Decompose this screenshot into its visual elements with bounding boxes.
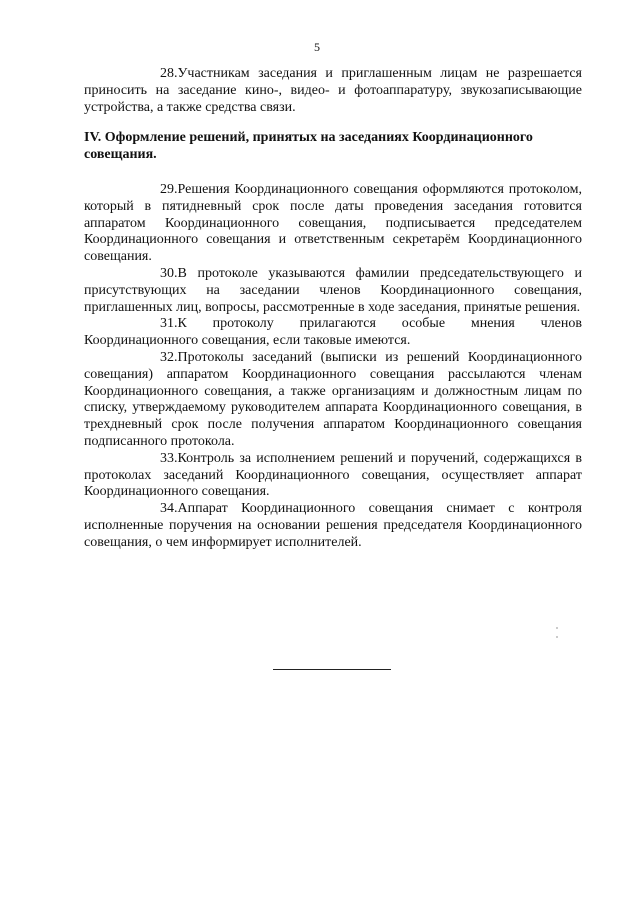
paragraph-28 — [84, 66, 582, 116]
paragraph-number: 33. — [160, 450, 178, 466]
paragraph-number: 31. — [160, 316, 178, 332]
paragraph-text: Участникам заседания и приглашенным лицам не разрешается приносить на заседание кино-, видео- и фотоаппаратуру, звукозаписывающие устройства, а также средства связи. — [84, 66, 582, 115]
scan-speck — [556, 627, 558, 629]
paragraph-number: 30. — [160, 265, 178, 281]
paragraph-text: Решения Координационного совещания оформляются протоколом, который в пятидневный срок после даты проведения заседания готовится аппаратом Координационного совещания, подписывается председателем Координационного совещания и ответственным секретарём Координационного совещания. — [84, 181, 582, 265]
page-number: 5 — [314, 40, 320, 54]
paragraph-number: 28. — [160, 66, 178, 81]
paragraph-32 — [84, 350, 582, 451]
paragraph-text: Протоколы заседаний (выписки из решений Координационного совещания) аппаратом Координационного совещания рассылаются членам Координационного совещания, а также организациям и должностным лицам по списку, утверждаемому руководителем аппарата Координационного совещания, в трехдневный срок после получения аппаратом Координационного совещания подписанного протокола. — [84, 349, 582, 449]
section-heading: IV. Оформление решений, принятых на заседаниях Координационного совещания. — [84, 130, 533, 163]
paragraph-text: К протоколу прилагаются особые мнения членов Координационного совещания, если таковые имеются. — [84, 316, 582, 349]
paragraph-text: Аппарат Координационного совещания снимает с контроля исполненные поручения на основании решения председателя Координационного совещания, о чем информирует исполнителей. — [84, 501, 582, 550]
spacer — [84, 164, 582, 182]
paragraph-33 — [84, 451, 582, 501]
scan-speck — [556, 636, 558, 638]
end-divider-line — [273, 669, 391, 670]
paragraph-number: 29. — [160, 181, 178, 197]
paragraph-34 — [84, 501, 582, 551]
paragraph-number: 32. — [160, 349, 178, 365]
spacer — [84, 116, 582, 130]
paragraph-text: В протоколе указываются фамилии председательствующего и присутствующих на заседании членов Координационного совещания, приглашенных лиц, вопросы, рассмотренные в ходе заседания, принятые решения. — [84, 265, 582, 315]
paragraph-number: 34. — [160, 501, 178, 517]
paragraph-30 — [84, 266, 582, 316]
paragraph-31 — [84, 316, 582, 350]
document-body — [84, 66, 582, 552]
paragraph-text: Контроль за исполнением решений и поручений, содержащихся в протоколах заседаний Координационного совещания, осуществляет аппарат Координационного совещания. — [84, 450, 582, 500]
paragraph-29 — [84, 182, 582, 266]
